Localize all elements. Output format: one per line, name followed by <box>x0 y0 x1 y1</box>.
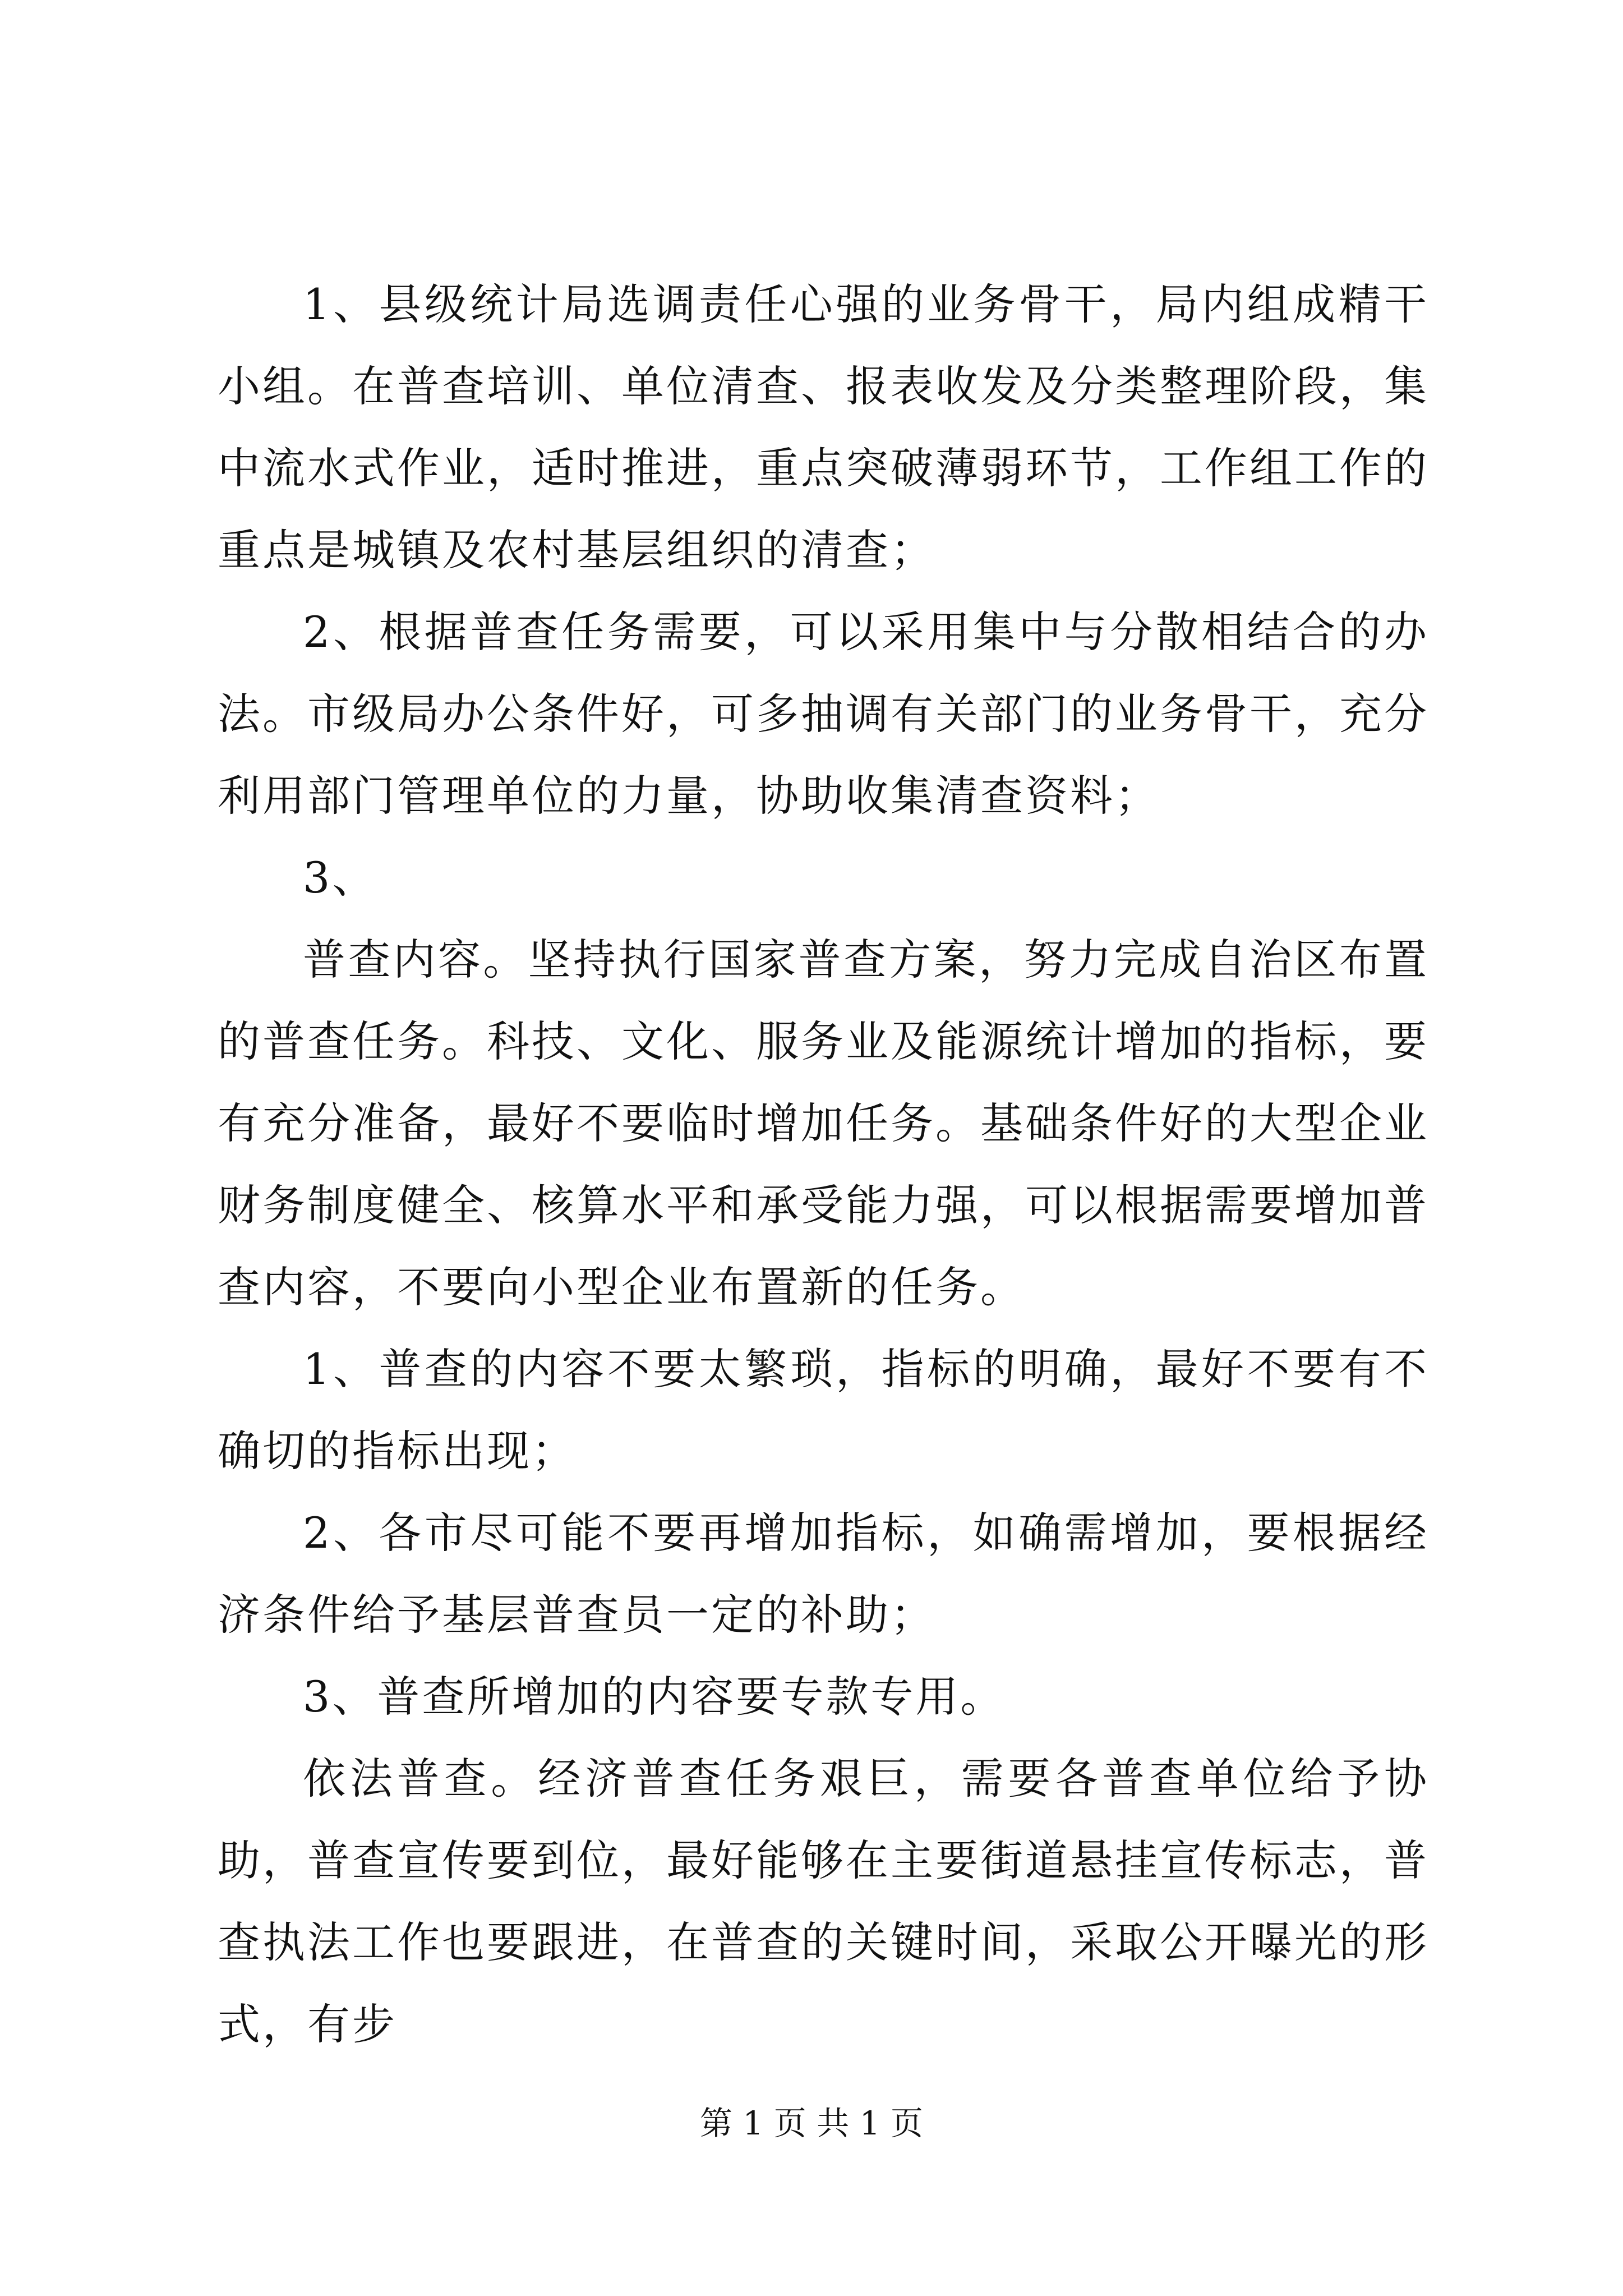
paragraph: 3、普查所增加的内容要专款专用。 <box>303 1672 1006 1722</box>
paragraph: 依法普查。经济普查任务艰巨，需要各普查单位给予协助，普查宣传要到位，最好能够在主要街道悬挂宣传标志，普查执法工作也要跟进，在普查的关键时间，采取公开曝光的形式，有步 <box>218 1754 1429 2049</box>
paragraph: 1、普查的内容不要太繁琐，指标的明确，最好不要有不确切的指标出现； <box>218 1344 1429 1476</box>
paragraph: 3、 <box>303 853 377 903</box>
paragraph: 普查内容。坚持执行国家普查方案，努力完成自治区布置的普查任务。科技、文化、服务业及能源统计增加的指标，要有充分准备，最好不要临时增加任务。基础条件好的大型企业财务制度健全、核算水平和承受能力强，可以根据需要增加普查内容，不要向小型企业布置新的任务。 <box>218 935 1429 1312</box>
page-number-footer: 第 1 页 共 1 页 <box>700 2104 923 2142</box>
paragraph: 1、县级统计局选调责任心强的业务骨干，局内组成精干小组。在普查培训、单位清查、报表收发及分类整理阶段，集中流水式作业，适时推进，重点突破薄弱环节，工作组工作的重点是城镇及农村基层组织的清查； <box>218 279 1429 575</box>
paragraph: 2、根据普查任务需要，可以采用集中与分散相结合的办法。市级局办公条件好，可多抽调有关部门的业务骨干，充分利用部门管理单位的力量，协助收集清查资料； <box>218 607 1429 821</box>
document-body <box>218 264 1429 2065</box>
paragraph: 2、各市尽可能不要再增加指标，如确需增加，要根据经济条件给予基层普查员一定的补助； <box>218 1508 1429 1640</box>
